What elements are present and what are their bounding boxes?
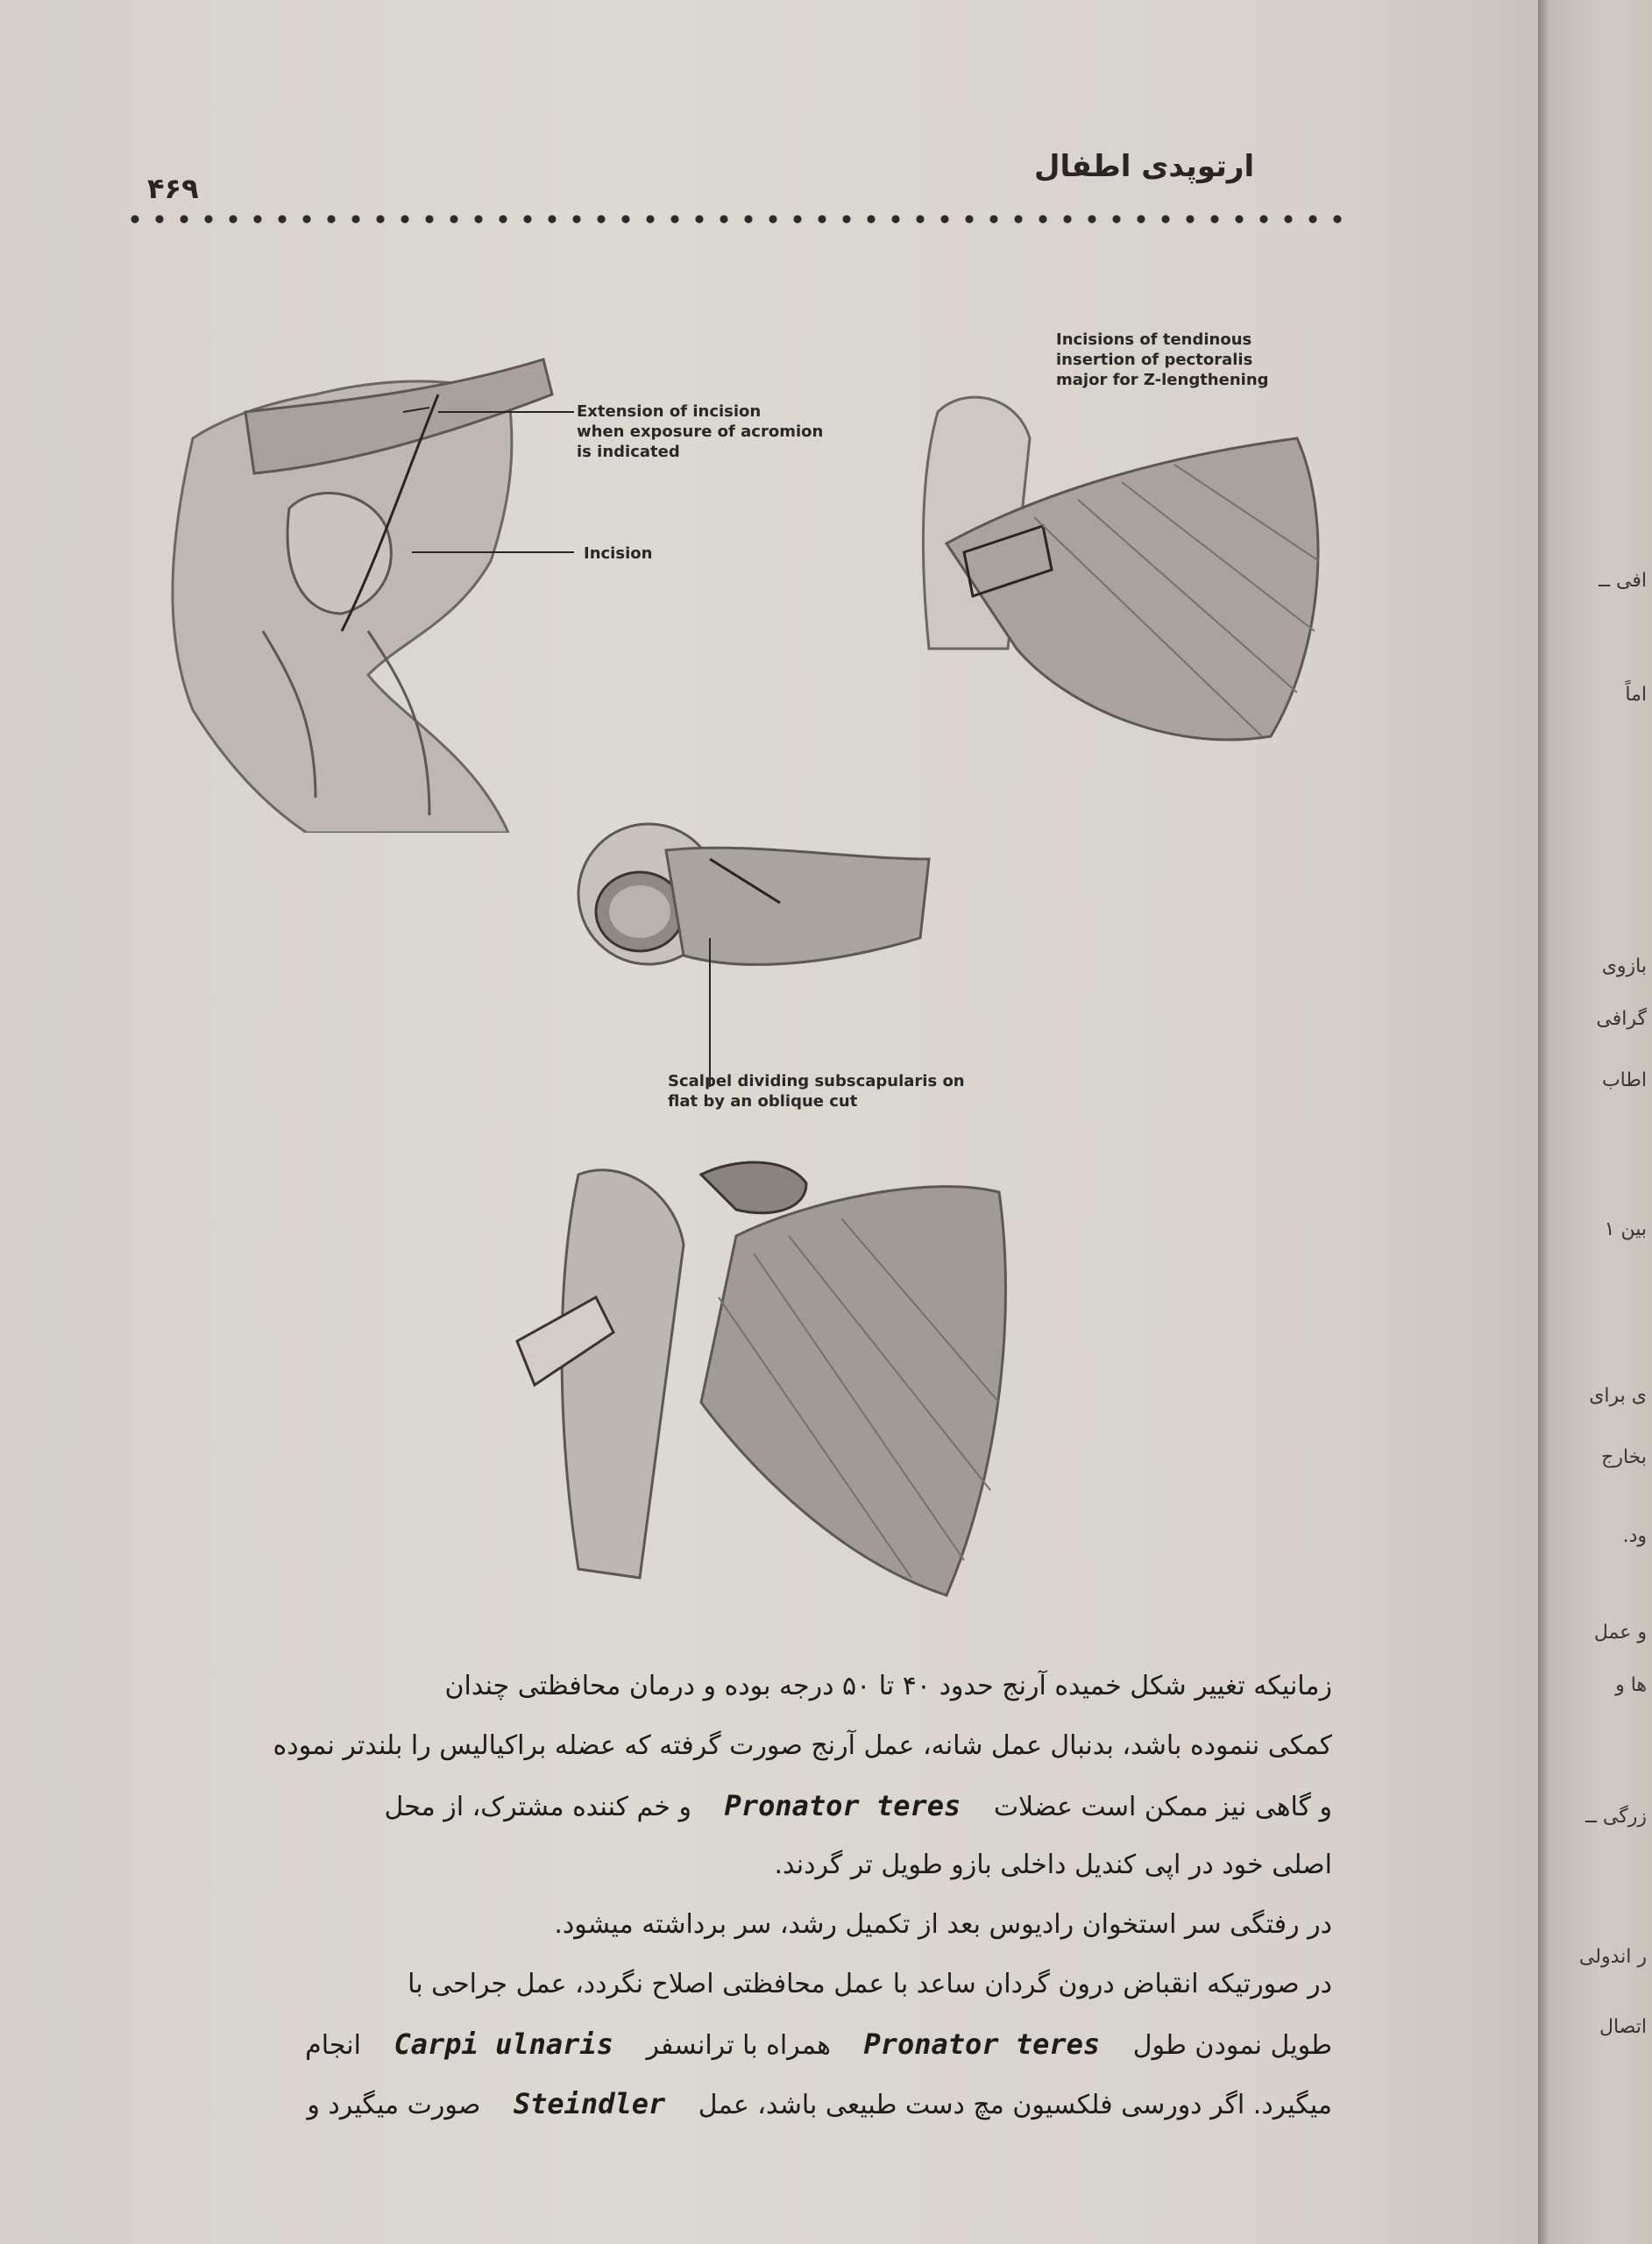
caption-pectoralis: Incisions of tendinous insertion of pectoralis major for Z-lengthening [1056,330,1269,389]
body-line: کمکی ننموده باشد، بدنبال عمل شانه، عمل آرنج صورت گرفته که عضله براکیالیس را بلندتر نموده [273,1730,1332,1761]
body-segment: صورت میگیرد و [307,2090,481,2120]
body-line: زمانیکه تغییر شکل خمیده آرنج حدود ۴۰ تا ۵۰ درجه بوده و درمان محافظتی چندان [444,1671,1332,1701]
bleed-text: بازوی [1601,955,1647,977]
body-line: اصلی خود در اپی کندیل داخلی بازو طویل تر گردند. [774,1850,1332,1880]
scapula-illustration [473,1122,1034,1613]
bleed-text: بخارج [1601,1446,1647,1468]
subscapularis-illustration [570,798,938,1087]
latin-term: Carpi ulnaris [394,2027,613,2061]
dotted-header-rule [123,210,1350,228]
caption-scalpel: Scalpel dividing subscapularis on flat by an oblique cut [668,1072,965,1111]
running-header-title: ارتوپدی اطفال [1034,149,1255,184]
bleed-text: افی ــ [1599,570,1647,592]
bleed-text: گرافی [1596,1008,1647,1030]
bleed-text: ها و [1615,1674,1647,1696]
bleed-text: ود. [1622,1525,1647,1547]
body-segment: و گاهی نیز ممکن است عضلات [993,1792,1332,1822]
bleed-text: و عمل [1593,1622,1647,1644]
body-segment: و خم کننده مشترک، از محل [384,1792,691,1822]
bleed-text: ی برای [1589,1385,1647,1407]
body-segment: میگیرد. اگر [1210,2090,1332,2120]
body-line: در صورتیکه انقباض درون گردان ساعد با عمل محافظتی اصلاح نگردد، عمل جراحی با [408,1969,1332,1999]
incision-leader-lines [403,403,578,561]
body-line: در رفتگی سر استخوان رادیوس بعد از تکمیل رشد، سر برداشته میشود. [554,1909,1332,1940]
body-segment: همراه با ترانسفر [646,2030,831,2061]
caption-incision: Incision [584,544,653,563]
latin-term: Pronator teres [863,2027,1101,2061]
body-line [123,2074,1332,2134]
body-segment: طویل نمودن طول [1132,2030,1332,2061]
caption-extension-of-incision: Extension of incision when exposure of acromion is indicated [577,402,824,461]
page-number: ۴۶۹ [147,172,199,205]
bleed-text: اتصال [1599,2016,1647,2038]
body-line [123,1776,1332,1836]
latin-term: Pronator teres [724,1789,961,1822]
bleed-text: زرگی ــ [1585,1806,1647,1828]
pectoralis-major-illustration [885,386,1341,754]
bleed-text: ر اندولی [1578,1946,1647,1968]
bleed-text: بین ۱ [1604,1218,1647,1240]
facing-page-edge [1538,0,1652,2244]
latin-term: Steindler [513,2087,666,2120]
bleed-text: اطاب [1601,1069,1647,1091]
body-line [123,2014,1332,2074]
body-segment: انجام [305,2030,361,2061]
body-segment: دورسی فلکسیون مچ دست طبیعی باشد، عمل [698,2090,1202,2120]
bleed-text: اماً [1625,684,1647,706]
body-text [123,1657,1332,2134]
